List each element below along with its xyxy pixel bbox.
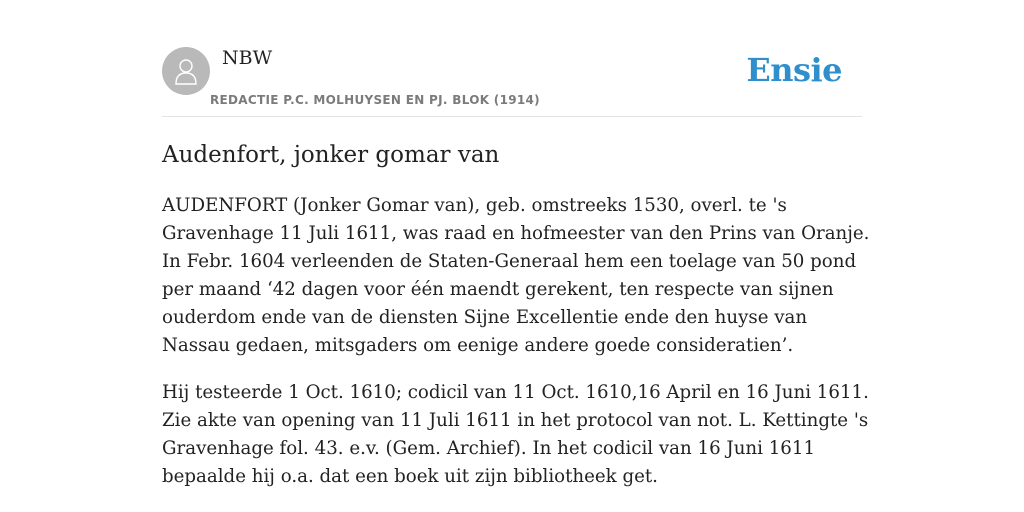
avatar[interactable]	[162, 47, 210, 95]
user-icon	[174, 57, 198, 85]
author-name[interactable]: NBW	[222, 47, 273, 69]
paragraph: AUDENFORT (Jonker Gomar van), geb. omstreeks 1530, overl. te 's Gravenhage 11 Juli 1611, was raad en hofmeester van den Prins van Oranje. In Febr. 1604 verleenden de Staten-Generaal hem een toelage van 50 pond per maand ‘42 dagen voor één maendt gerekent, ten respecte van sijnen ouderdom ende van de diensten Sijne Excellentie ende den huyse van Nassau gedaen, mitsgaders om eenige andere goede consideratien’.	[162, 195, 870, 356]
author-byline: REDACTIE P.C. MOLHUYSEN EN PJ. BLOK (1914)	[210, 93, 540, 107]
ensie-logo[interactable]: Ensie	[746, 51, 842, 89]
article-header	[162, 40, 862, 117]
paragraph: Hij testeerde 1 Oct. 1610; codicil van 11 Oct. 1610,16 April en 16 Juni 1611. Zie akte van opening van 11 Juli 1611 in het protocol van not. L. Kettingte 's Gravenhage fol. 43. e.v. (Gem. Archief). In het codicil van 16 Juni 1611 bepaalde hij o.a. dat een boek uit zijn bibliotheek get.	[162, 382, 869, 487]
article-body	[162, 192, 870, 510]
article-title: Audenfort, jonker gomar van	[162, 142, 500, 168]
